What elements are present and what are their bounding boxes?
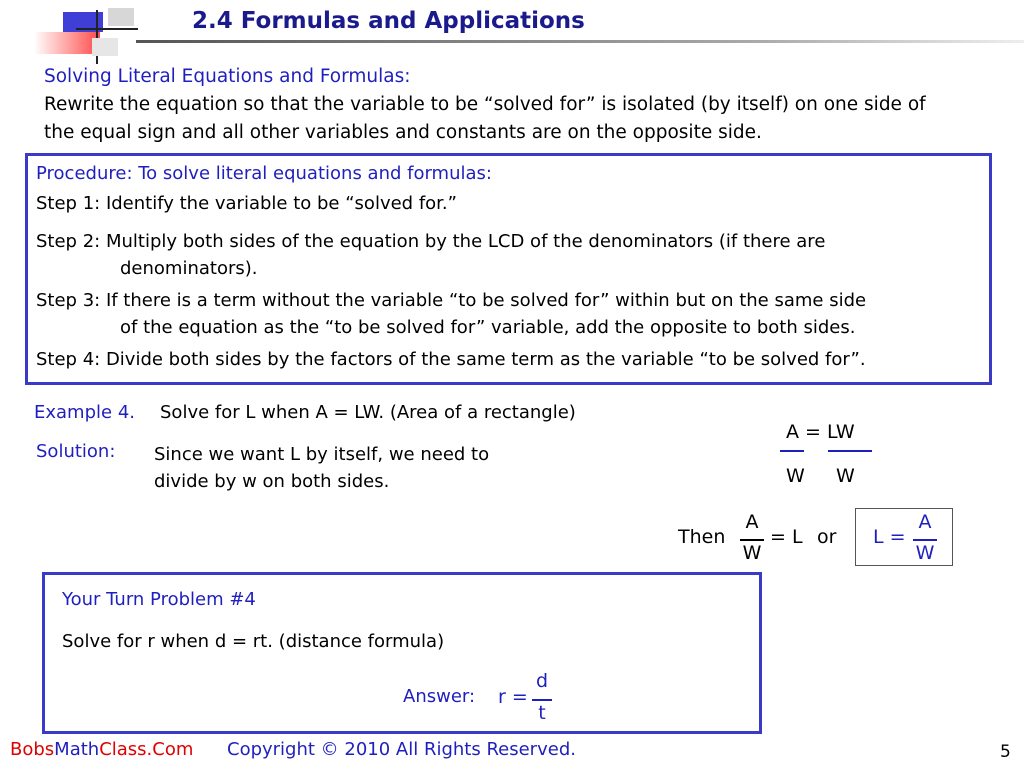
your-turn-problem: Solve for r when d = rt. (distance formula) — [62, 631, 445, 652]
fraction-1-denominator: W — [742, 542, 762, 564]
denominator-w-left: W — [786, 465, 805, 487]
equals-l: = L — [770, 526, 803, 548]
fraction-bar-left — [780, 450, 804, 452]
fraction-bar-right — [828, 450, 872, 452]
then-label: Then — [678, 526, 726, 548]
solution-line-1: Since we want L by itself, we need to — [154, 444, 490, 465]
procedure-step-2: Step 2: Multiply both sides of the equation by the LCD of the denominators (if there are — [36, 231, 826, 252]
fraction-2-numerator: A — [918, 511, 932, 533]
page-title: 2.4 Formulas and Applications — [192, 8, 585, 34]
denominator-w-right: W — [836, 465, 855, 487]
fraction-1-bar — [740, 539, 764, 541]
answer-numerator: d — [535, 670, 549, 692]
answer-denominator: t — [538, 702, 546, 724]
answer-fraction-bar — [532, 699, 552, 701]
fraction-1-numerator: A — [745, 511, 759, 533]
procedure-step-2-continued: denominators). — [120, 258, 258, 279]
procedure-step-3: Step 3: If there is a term without the variable “to be solved for” within but on the same side — [36, 290, 867, 311]
answer-label: Answer: — [403, 686, 476, 707]
solution-label: Solution: — [36, 441, 116, 462]
answer-r-equals: r = — [498, 686, 528, 708]
page-number: 5 — [1000, 742, 1011, 762]
procedure-step-1: Step 1: Identify the variable to be “solved for.” — [36, 193, 457, 214]
brand-class: Class.Com — [99, 739, 194, 760]
procedure-heading: Procedure: To solve literal equations and formulas: — [36, 163, 492, 184]
intro-heading: Solving Literal Equations and Formulas: — [44, 66, 411, 87]
title-underline — [136, 40, 1024, 43]
corner-decoration — [0, 0, 140, 64]
footer-copyright: Copyright © 2010 All Rights Reserved. — [227, 739, 576, 760]
equation-a-equals-lw: A = LW — [786, 421, 855, 443]
intro-line-2: the equal sign and all other variables and constants are on the opposite side. — [44, 122, 762, 143]
footer-brand — [10, 739, 193, 760]
example-text: Solve for L when A = LW. (Area of a rectangle) — [160, 402, 576, 423]
procedure-step-3-continued: of the equation as the “to be solved for” variable, add the opposite to both sides. — [120, 317, 856, 338]
example-label: Example 4. — [34, 402, 135, 423]
boxed-l-equals: L = — [873, 526, 906, 548]
brand-bobs: Bobs — [10, 739, 55, 760]
intro-line-1: Rewrite the equation so that the variable to be “solved for” is isolated (by itself) on one side of — [44, 94, 926, 115]
fraction-2-denominator: W — [915, 542, 935, 564]
or-label: or — [817, 526, 837, 548]
brand-math: Math — [54, 739, 100, 760]
solution-line-2: divide by w on both sides. — [154, 471, 390, 492]
procedure-step-4: Step 4: Divide both sides by the factors of the same term as the variable “to be solved for”. — [36, 349, 866, 370]
fraction-2-bar — [913, 539, 937, 541]
your-turn-title: Your Turn Problem #4 — [62, 589, 256, 610]
